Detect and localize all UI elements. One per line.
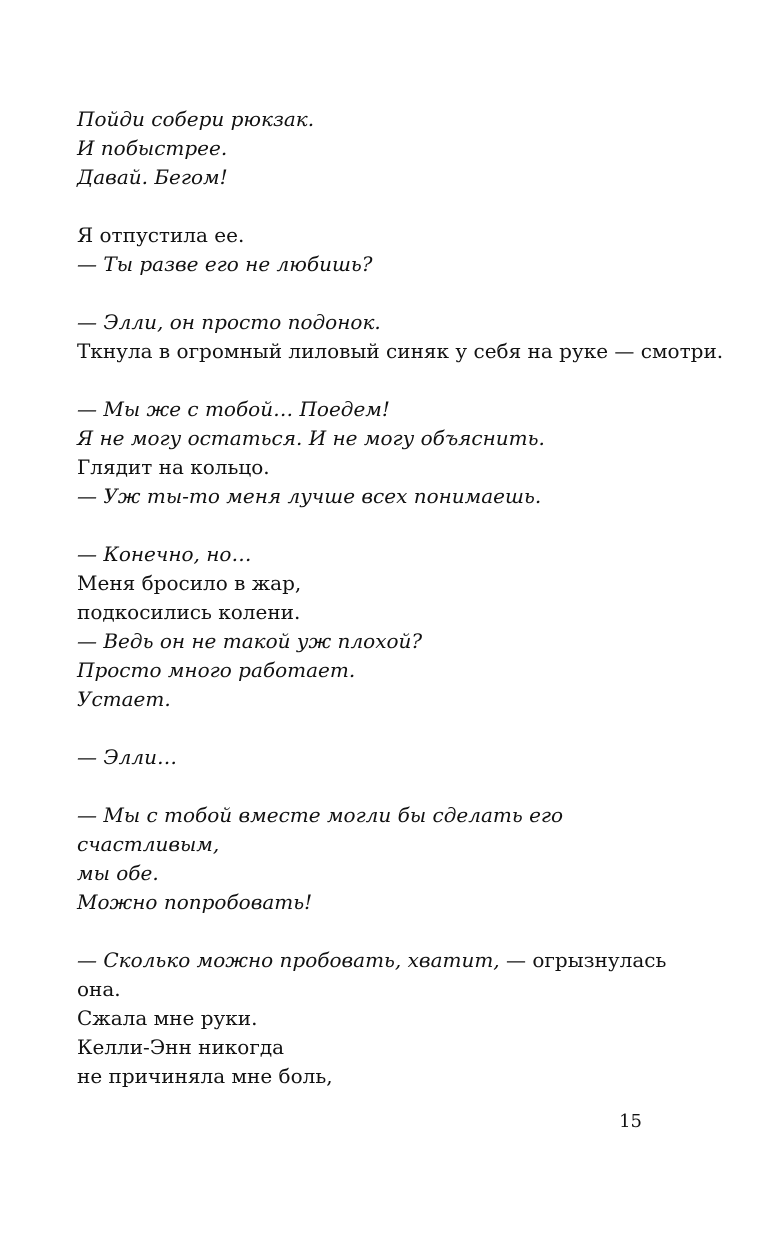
text-line: Я отпустила ее.: [77, 223, 245, 247]
text-line: И побыстрее.: [77, 136, 228, 160]
stanza-5: [77, 540, 717, 714]
stanza-1: [77, 105, 717, 192]
text-line: Я не могу остаться. И не могу объяснить.: [77, 426, 545, 450]
text-line: Можно попробовать!: [77, 890, 313, 914]
text-line: не причиняла мне боль,: [77, 1064, 333, 1088]
stanza-gap: [77, 714, 717, 743]
text-line: — Ты разве его не любишь?: [77, 252, 373, 276]
stanza-gap: [77, 511, 717, 540]
text-line: Пойди собери рюкзак.: [77, 107, 315, 131]
page-number: 15: [619, 1111, 642, 1132]
stanza-gap: [77, 366, 717, 395]
text-line: Просто много работает.: [77, 658, 356, 682]
text-line: — Мы же с тобой… Поедем!: [77, 397, 390, 421]
text-line: Келли-Энн никогда: [77, 1035, 285, 1059]
text-line: — Мы с тобой вместе могли бы сделать его: [77, 803, 564, 827]
text-line: — Уж ты-то меня лучше всех понимаешь.: [77, 484, 542, 508]
narration-fragment: — огрызнулась: [506, 948, 667, 972]
stanza-7: [77, 801, 717, 917]
stanza-8: [77, 946, 717, 1091]
text-line: счастливым,: [77, 832, 220, 856]
text-line: — Элли…: [77, 745, 178, 769]
stanza-2: [77, 221, 717, 279]
text-line: Устает.: [77, 687, 171, 711]
stanza-gap: [77, 279, 717, 308]
text-line: — Ведь он не такой уж плохой?: [77, 629, 423, 653]
text-line: Давай. Бегом!: [77, 165, 228, 189]
stanza-gap: [77, 192, 717, 221]
text-line: Сжала мне руки.: [77, 1006, 258, 1030]
stanza-gap: [77, 917, 717, 946]
page-text: [77, 105, 724, 1091]
stanza-4: [77, 395, 717, 511]
text-line: [77, 946, 717, 975]
text-line: мы обе.: [77, 861, 159, 885]
text-line: Ткнула в огромный лиловый синяк у себя на руке — смотри.: [77, 339, 724, 363]
dialogue-fragment: — Сколько можно пробовать, хватит,: [77, 948, 500, 972]
stanza-3: [77, 308, 724, 366]
text-line: она.: [77, 977, 121, 1001]
text-line: Глядит на кольцо.: [77, 455, 270, 479]
text-line: — Конечно, но…: [77, 542, 252, 566]
text-line: Меня бросило в жар,: [77, 571, 302, 595]
text-line: — Элли, он просто подонок.: [77, 310, 381, 334]
text-line: подкосились колени.: [77, 600, 301, 624]
stanza-gap: [77, 772, 717, 801]
stanza-6: [77, 743, 717, 772]
